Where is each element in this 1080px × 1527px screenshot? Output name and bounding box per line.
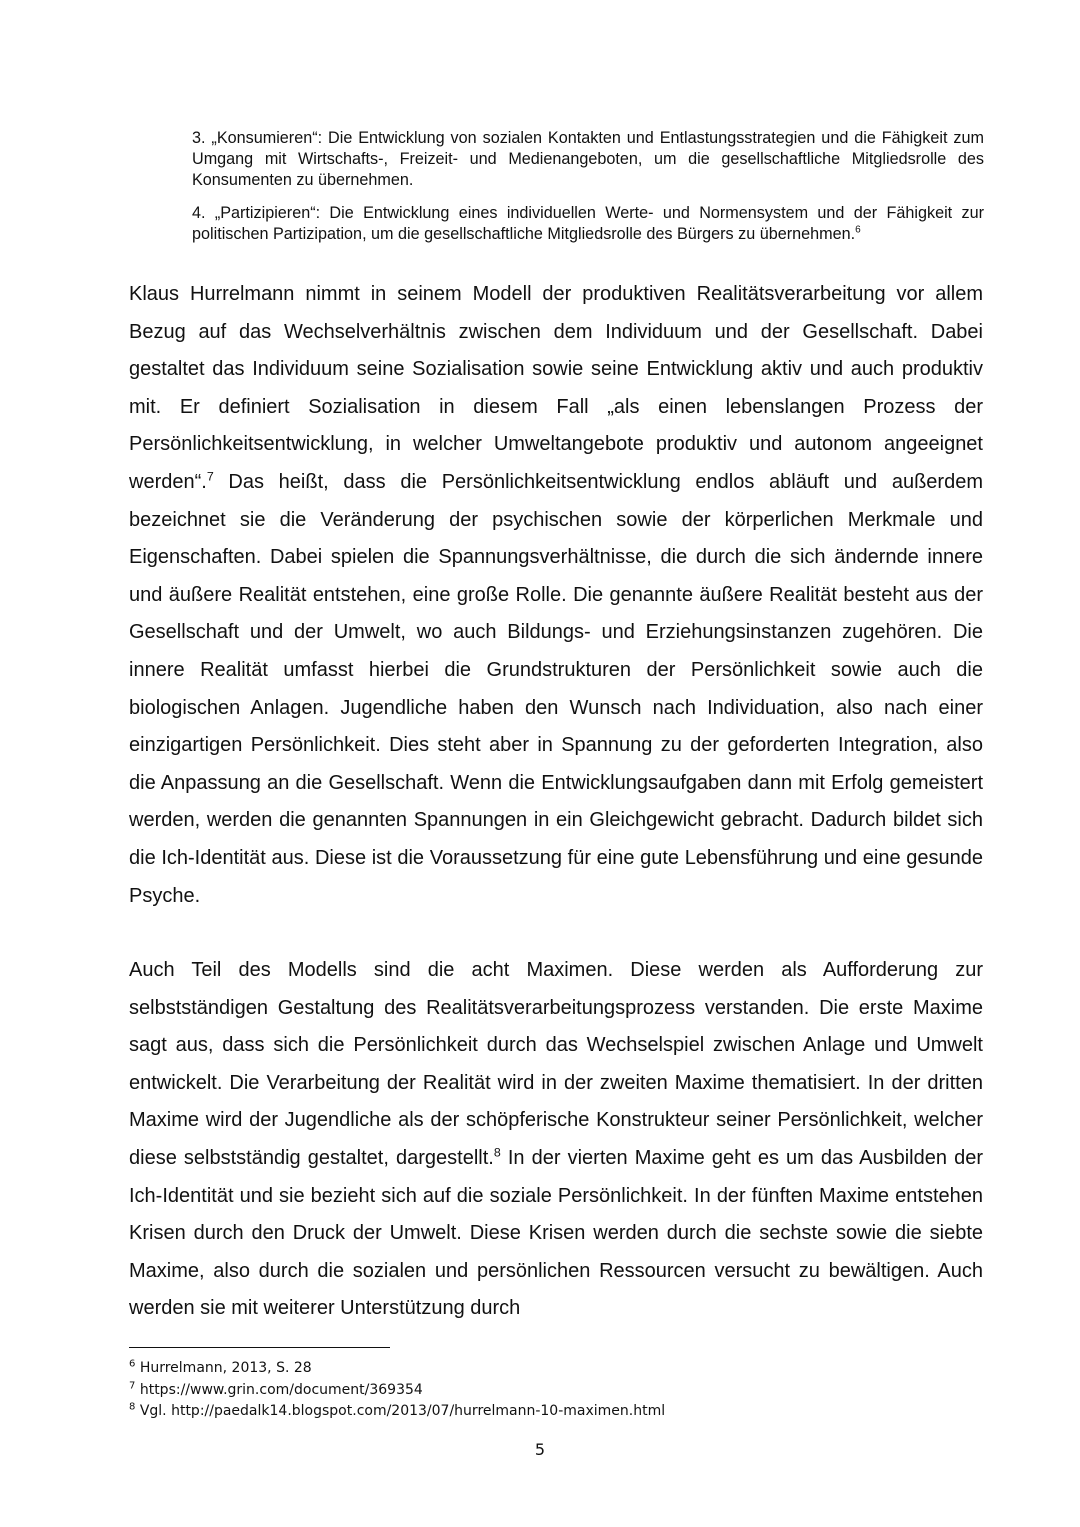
footnote-divider: [129, 1347, 390, 1348]
paragraph-text: In der vierten Maxime geht es um das Ausbilden der Ich-Identität und sie bezieht sich auf die soziale Persönlichkeit. In der fünften Maxime entstehen Krisen durch den Druck der Umwelt. Diese Krisen werden durch die sechste sowie die siebte Maxime, also durch die sozialen und persönlichen Ressourcen versucht zu bewältigen. Auch werden sie mit weiterer Unterstützung durch: [129, 1146, 983, 1320]
footnote: [129, 1380, 989, 1402]
quote-item-konsumieren: [192, 128, 984, 191]
footnote-link[interactable]: https://www.grin.com/document/369354: [135, 1381, 423, 1398]
footnote-number: 8: [129, 1401, 136, 1413]
page-number: 5: [534, 1440, 546, 1459]
footnote-ref[interactable]: 8: [493, 1145, 501, 1160]
body-paragraph: [129, 276, 983, 915]
footnote: [129, 1401, 989, 1423]
footnote-link[interactable]: Vgl. http://paedalk14.blogspot.com/2013/07/hurrelmann-10-maximen.html: [135, 1403, 666, 1419]
quote-text: 4. „Partizipieren“: Die Entwicklung eines individuellen Werte- und Normensystem und der Fähigkeit zur politischen Partizipation, um die gesellschaftliche Mitgliedsrolle des Bürgers zu übernehmen.: [192, 204, 984, 243]
footnotes: [129, 1358, 989, 1423]
footnote-number: 7: [129, 1379, 136, 1391]
footnote-text: Hurrelmann, 2013, S. 28: [135, 1360, 312, 1376]
paragraph-text: Auch Teil des Modells sind die acht Maximen. Diese werden als Aufforderung zur selbstständigen Gestaltung des Realitätsverarbeitungsprozess verstanden. Die erste Maxime sagt aus, dass sich die Persönlichkeit durch das Wechselspiel zwischen Anlage und Umwelt entwickelt. Die Verarbeitung der Realität wird in der zweiten Maxime thematisiert. In der dritten Maxime wird der Jugendliche als der schöpferische Konstrukteur seiner Persönlichkeit, welcher diese selbstständig gestaltet, dargestellt.: [129, 959, 983, 1169]
quote-item-partizipieren: [192, 203, 984, 245]
footnote-ref[interactable]: 7: [206, 469, 214, 484]
footnote-ref[interactable]: 6: [855, 224, 861, 236]
paragraph-text: Klaus Hurrelmann nimmt in seinem Modell der produktiven Realitätsverarbeitung vor allem Bezug auf das Wechselverhältnis zwischen dem Individuum und der Gesellschaft. Dabei gestaltet das Individuum seine Sozialisation sowie seine Entwicklung aktiv und auch produktiv mit. Er definiert Sozialisation in diesem Fall „als einen lebenslangen Prozess der Persönlichkeitsentwicklung, in welcher Umweltangebote produktiv und autonom angeeignet werden“.: [129, 283, 983, 493]
quote-text: 3. „Konsumieren“: Die Entwicklung von sozialen Kontakten und Entlastungsstrategien und die Fähigkeit zum Umgang mit Wirtschafts-, Freizeit- und Medienangeboten, um die gesellschaftliche Mitgliedsrolle des Konsumenten zu übernehmen.: [192, 129, 984, 189]
body-paragraph: [129, 952, 983, 1328]
footnote-number: 6: [129, 1358, 136, 1370]
paragraph-text: Das heißt, dass die Persönlichkeitsentwicklung endlos abläuft und außerdem bezeichnet sie die Veränderung der psychischen sowie der körperlichen Merkmale und Eigenschaften. Dabei spielen die Spannungsverhältnisse, die durch die sich ändernde innere und äußere Realität entstehen, eine große Rolle. Die genannte äußere Realität besteht aus der Gesellschaft und der Umwelt, wo auch Bildungs- und Erziehungsinstanzen zugehören. Die innere Realität umfasst hierbei die Grundstrukturen der Persönlichkeit sowie auch die biologischen Anlagen. Jugendliche haben den Wunsch nach Individuation, also nach einer einzigartigen Persönlichkeit. Dies steht aber in Spannung zu der geforderten Integration, also die Anpassung an die Gesellschaft. Wenn die Entwicklungsaufgaben dann mit Erfolg gemeistert werden, werden die genannten Spannungen in ein Gleichgewicht gebracht. Dadurch bildet sich die Ich-Identität aus. Diese ist die Voraussetzung für eine gute Lebensführung und eine gesunde Psyche.: [129, 470, 983, 907]
footnote: [129, 1358, 989, 1380]
